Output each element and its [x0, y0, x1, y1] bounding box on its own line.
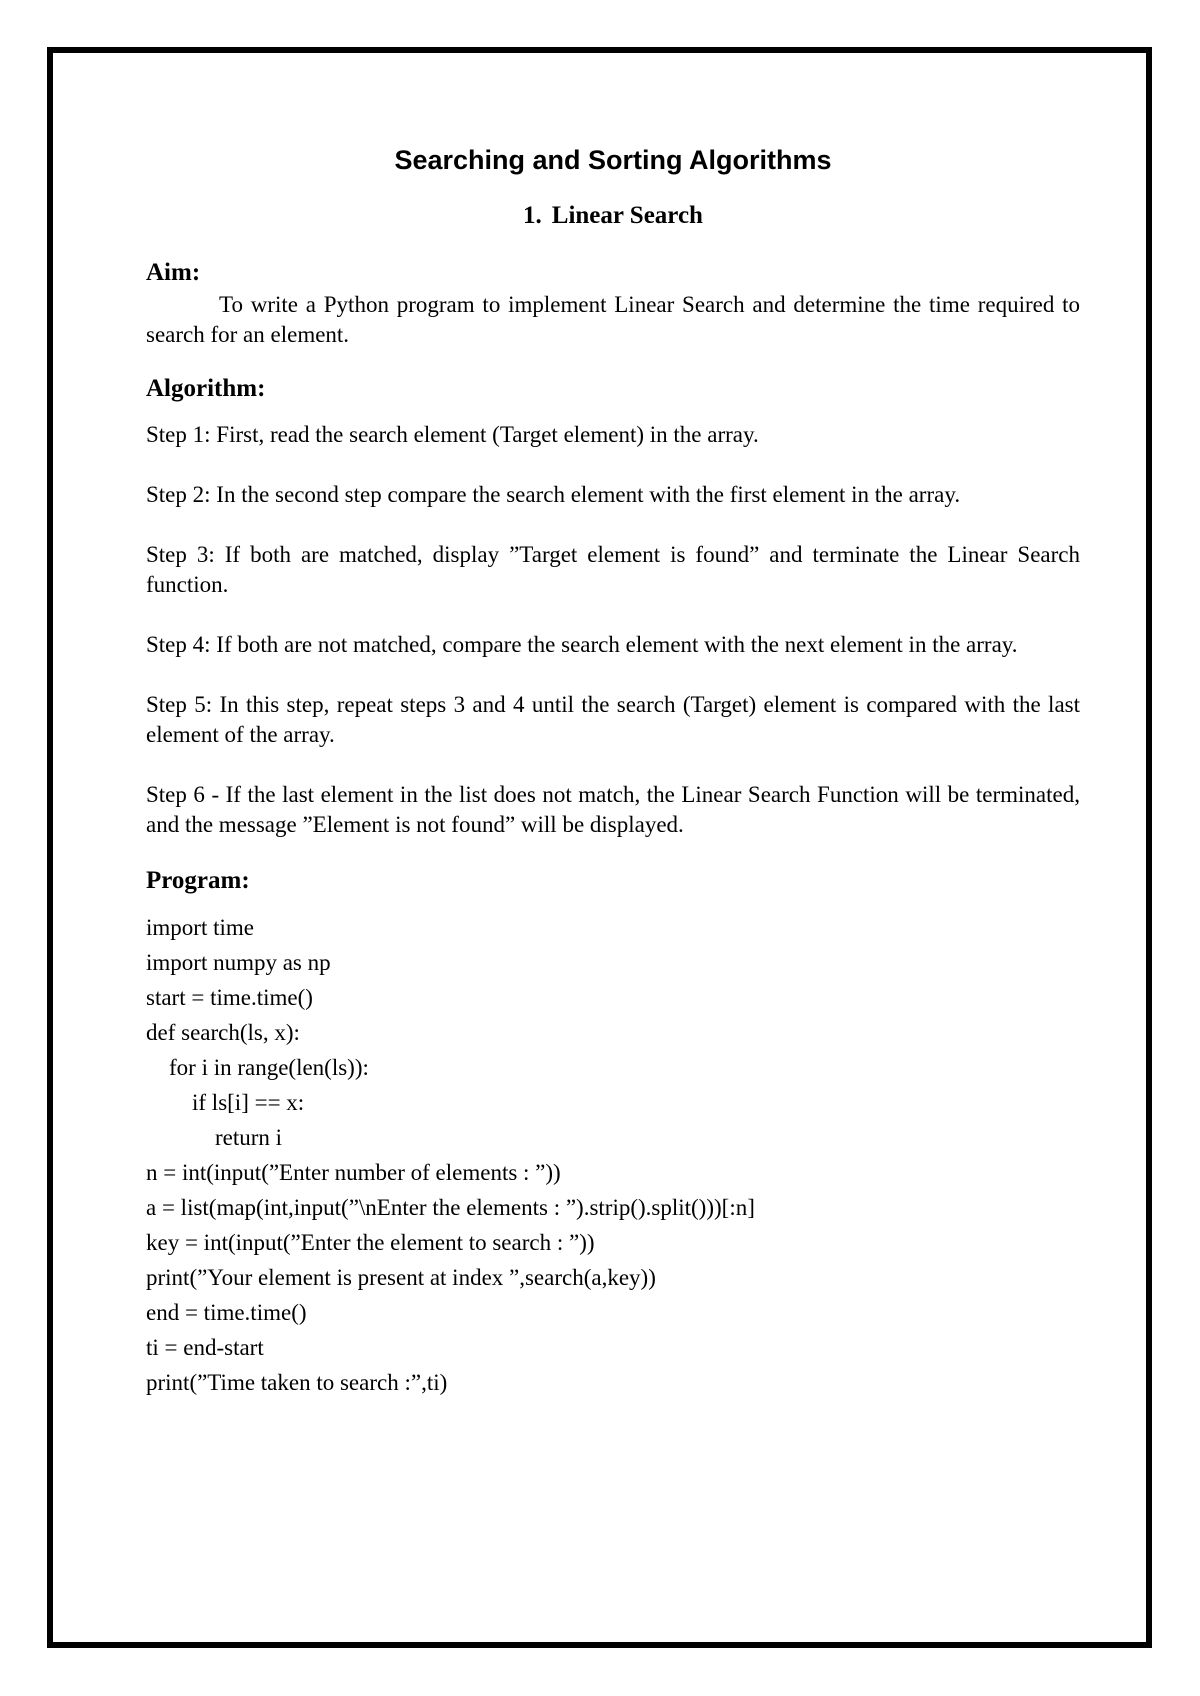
aim-label: Aim: — [146, 259, 201, 286]
algorithm-step: Step 4: If both are not matched, compare the search element with the next element in the array. — [146, 632, 1018, 657]
algorithm-label: Algorithm: — [146, 375, 266, 402]
section-heading — [146, 198, 1080, 234]
code-line: n = int(input(”Enter number of elements : ”)) — [146, 1160, 561, 1185]
algorithm-step: Step 6 - If the last element in the list does not match, the Linear Search Function will be terminated, and the message ”Element is not found” will be displayed. — [146, 782, 1080, 837]
program-label: Program: — [146, 867, 250, 894]
code-line: return i — [146, 1125, 283, 1150]
code-line: ti = end-start — [146, 1335, 264, 1360]
section-number: 1. — [523, 202, 542, 229]
code-line: a = list(map(int,input(”\nEnter the elements : ”).strip().split()))[:n] — [146, 1195, 755, 1220]
code-line: def search(ls, x): — [146, 1020, 300, 1045]
document-title: Searching and Sorting Algorithms — [394, 145, 832, 175]
algorithm-step: Step 1: First, read the search element (Target element) in the array. — [146, 422, 759, 447]
code-line: if ls[i] == x: — [146, 1090, 305, 1115]
algorithm-step: Step 5: In this step, repeat steps 3 and 4 until the search (Target) element is compared with the last element of the array. — [146, 692, 1080, 747]
algorithm-steps — [146, 420, 1080, 840]
code-line: key = int(input(”Enter the element to search : ”)) — [146, 1230, 595, 1255]
document-body — [146, 140, 1080, 1400]
code-line: import numpy as np — [146, 950, 331, 975]
code-line: import time — [146, 915, 254, 940]
algorithm-step: Step 2: In the second step compare the search element with the first element in the array. — [146, 482, 961, 507]
section-name: Linear Search — [551, 202, 703, 229]
code-line: start = time.time() — [146, 985, 313, 1010]
program-code — [146, 910, 1080, 1400]
aim-text: To write a Python program to implement Linear Search and determine the time required to search for an element. — [146, 292, 1080, 347]
code-line: for i in range(len(ls)): — [146, 1055, 369, 1080]
code-line: print(”Your element is present at index ”,search(a,key)) — [146, 1265, 656, 1290]
algorithm-step: Step 3: If both are matched, display ”Target element is found” and terminate the Linear Search function. — [146, 542, 1080, 597]
code-line: end = time.time() — [146, 1300, 307, 1325]
code-line: print(”Time taken to search :”,ti) — [146, 1370, 448, 1395]
